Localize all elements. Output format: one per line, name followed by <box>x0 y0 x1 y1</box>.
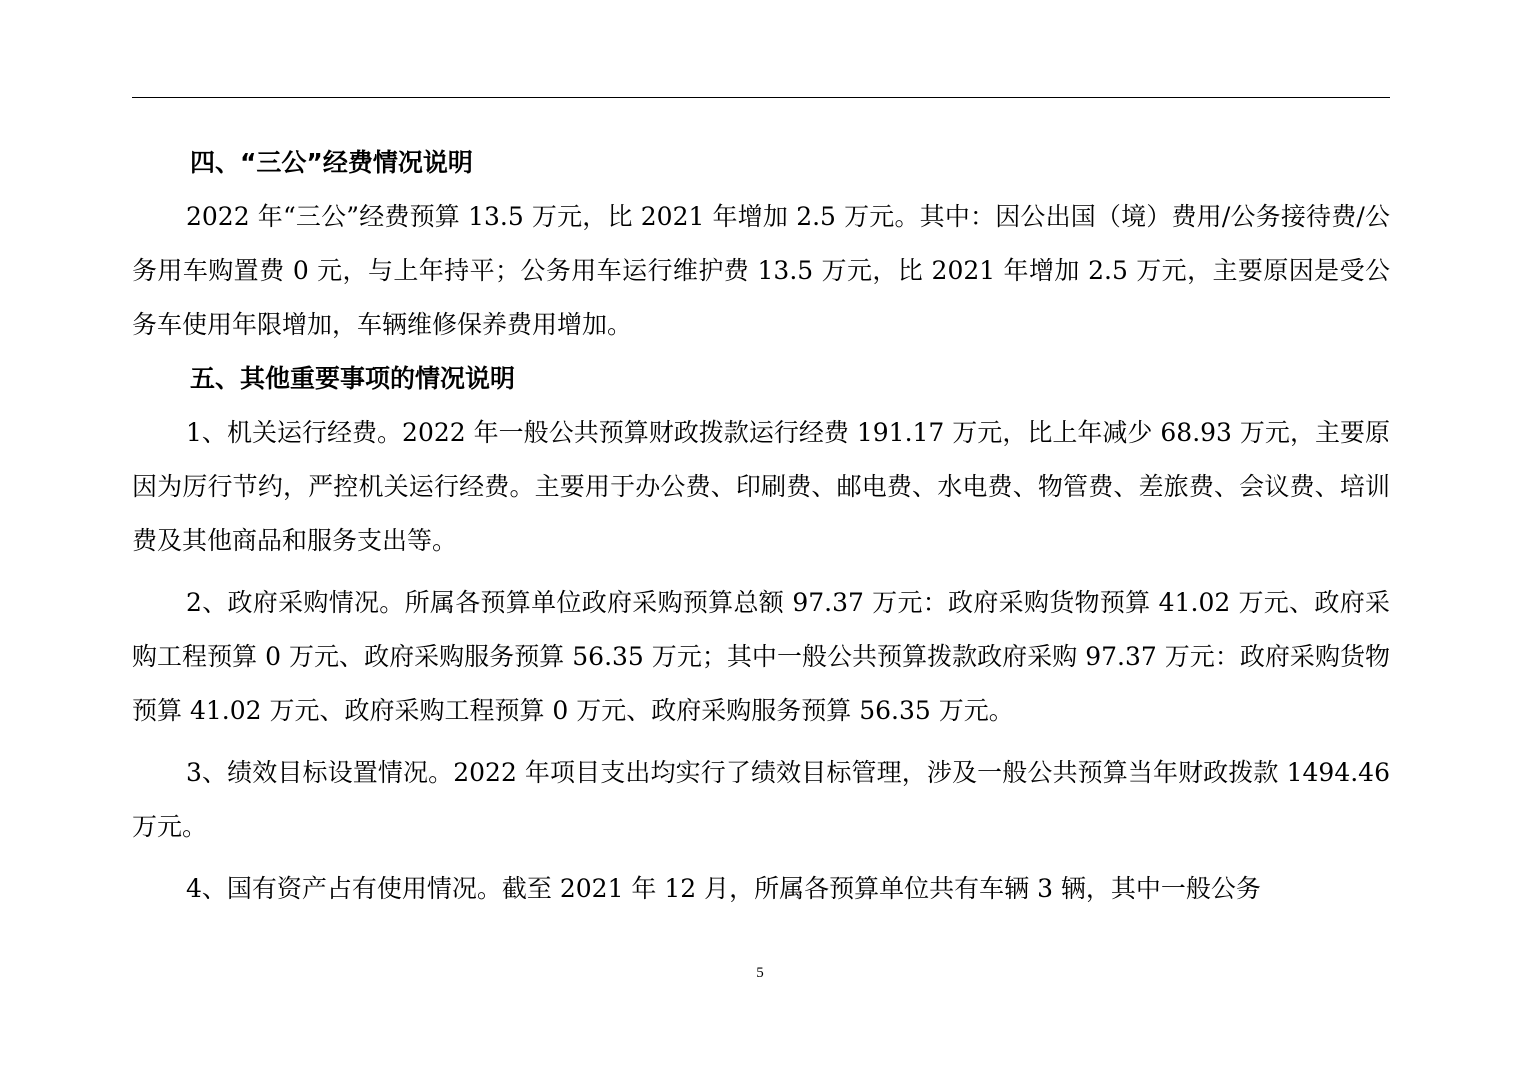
page-number: 5 <box>756 965 764 981</box>
paragraph-operating-expenses: 1、机关运行经费。2022 年一般公共预算财政拨款运行经费 191.17 万元，比上年减少 68.93 万元，主要原因为厉行节约，严控机关运行经费。主要用于办公费、印刷费、邮电费、水电费、物管费、差旅费、会议费、培训费及其他商品和服务支出等。 <box>132 418 1390 555</box>
paragraph-government-procurement: 2、政府采购情况。所属各预算单位政府采购预算总额 97.37 万元：政府采购货物预算 41.02 万元、政府采购工程预算 0 万元、政府采购服务预算 56.35 万元；其中一般公共预算拨款政府采购 97.37 万元：政府采购货物预算 41.02 万元、政府采购工程预算 0 万元、政府采购服务预算 56.35 万元。 <box>132 588 1390 725</box>
section-heading-three-public-expenses: 四、“三公”经费情况说明 <box>190 148 473 177</box>
paragraph-performance-targets: 3、绩效目标设置情况。2022 年项目支出均实行了绩效目标管理，涉及一般公共预算当年财政拨款 1494.46 万元。 <box>132 758 1390 841</box>
paragraph-state-assets: 4、国有资产占有使用情况。截至 2021 年 12 月，所属各预算单位共有车辆 3 辆，其中一般公务 <box>186 874 1261 903</box>
document-body <box>132 136 1390 916</box>
section-heading-other-matters: 五、其他重要事项的情况说明 <box>190 364 516 393</box>
paragraph-three-public-expenses: 2022 年“三公”经费预算 13.5 万元，比 2021 年增加 2.5 万元。其中：因公出国（境）费用/公务接待费/公务用车购置费 0 元，与上年持平；公务用车运行维护费 13.5 万元，比 2021 年增加 2.5 万元，主要原因是受公务车使用年限增加，车辆维修保养费用增加。 <box>132 202 1390 339</box>
header-rule <box>132 97 1390 98</box>
